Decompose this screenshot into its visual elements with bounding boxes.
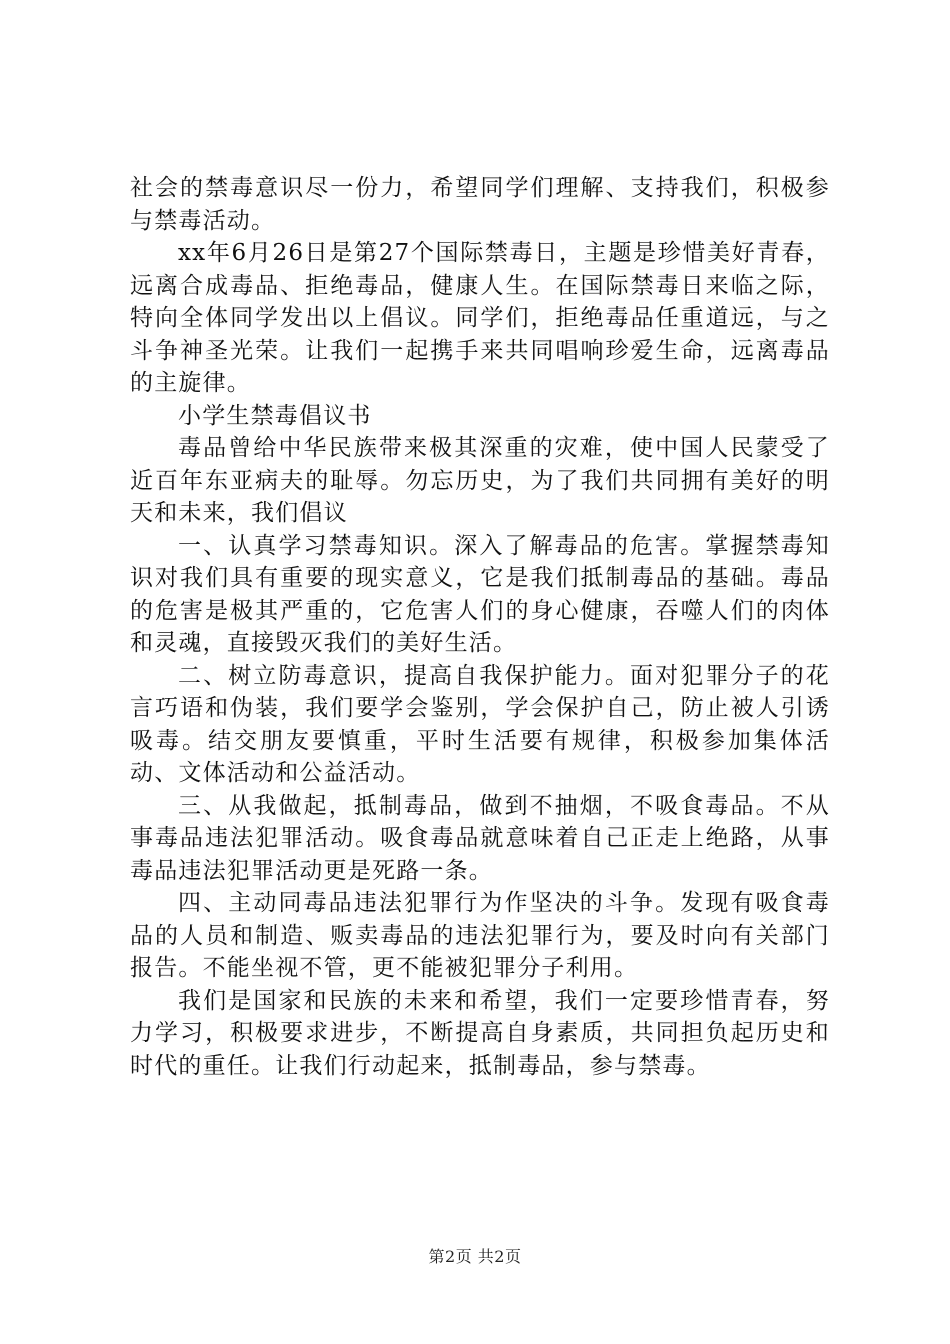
paragraph-drug-day: xx年6月26日是第27个国际禁毒日，主题是珍惜美好青春，远离合成毒品、拒绝毒品，健康人生。在国际禁毒日来临之际，特向全体同学发出以上倡议。同学们，拒绝毒品任重道远，与之斗争神圣光荣。让我们一起携手来共同唱响珍爱生命，远离毒品的主旋律。	[130, 240, 830, 396]
section-title: 小学生禁毒倡议书	[178, 402, 372, 429]
paragraph-point-3: 三、从我做起，抵制毒品，做到不抽烟，不吸食毒品。不从事毒品违法犯罪活动。吸食毒品就意味着自己正走上绝路，从事毒品违法犯罪活动更是死路一条。	[130, 792, 830, 884]
paragraph-conclusion: 我们是国家和民族的未来和希望，我们一定要珍惜青春，努力学习，积极要求进步，不断提高自身素质，共同担负起历史和时代的重任。让我们行动起来，抵制毒品，参与禁毒。	[130, 987, 830, 1079]
paragraph-point-2: 二、树立防毒意识，提高自我保护能力。面对犯罪分子的花言巧语和伪装，我们要学会鉴别，学会保护自己，防止被人引诱吸毒。结交朋友要慎重，平时生活要有规律，积极参加集体活动、文体活动和公益活动。	[130, 662, 830, 786]
document-body	[130, 172, 830, 1082]
paragraph-point-4: 四、主动同毒品违法犯罪行为作坚决的斗争。发现有吸食毒品的人员和制造、贩卖毒品的违法犯罪行为，要及时向有关部门报告。不能坐视不管，更不能被犯罪分子利用。	[130, 890, 830, 981]
page-number-footer: 第2页 共2页	[428, 1247, 522, 1266]
paragraph-continuation: 社会的禁毒意识尽一份力，希望同学们理解、支持我们，积极参与禁毒活动。	[130, 175, 830, 234]
paragraph-point-1: 一、认真学习禁毒知识。深入了解毒品的危害。掌握禁毒知识对我们具有重要的现实意义，它是我们抵制毒品的基础。毒品的危害是极其严重的，它危害人们的身心健康，吞噬人们的肉体和灵魂，直接毁灭我们的美好生活。	[130, 532, 830, 656]
paragraph-intro: 毒品曾给中华民族带来极其深重的灾难，使中国人民蒙受了近百年东亚病夫的耻辱。勿忘历史，为了我们共同拥有美好的明天和未来，我们倡议	[130, 435, 830, 526]
